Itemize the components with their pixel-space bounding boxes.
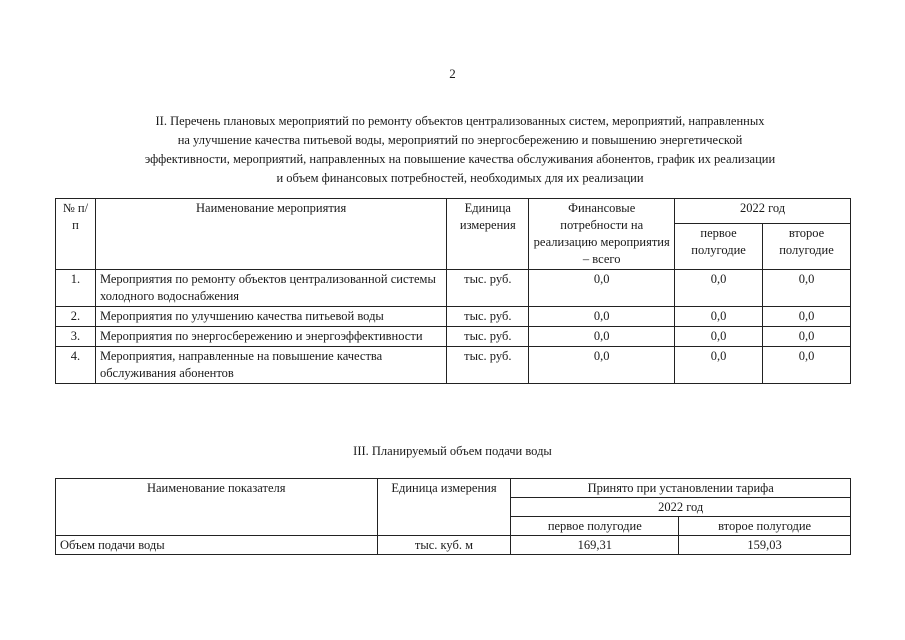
row-h2: 0,0 [763,347,851,384]
row-name: Объем подачи воды [56,536,378,555]
header-half-2: второе полугодие [763,223,851,269]
table-header-row [56,199,851,224]
row-num: 3. [56,327,96,347]
row-unit: тыс. руб. [447,347,529,384]
row-unit: тыс. куб. м [377,536,511,555]
row-num: 2. [56,307,96,327]
table-header-row [56,479,851,498]
header-num: № п/п [56,199,96,270]
row-total: 0,0 [529,270,675,307]
header-year: 2022 год [675,199,851,224]
table-row [56,347,851,384]
row-unit: тыс. руб. [447,307,529,327]
header-accepted: Принято при установлении тарифа [511,479,851,498]
row-name: Мероприятия, направленные на повышение качества обслуживания абонентов [95,347,446,384]
header-half-2: второе полугодие [679,517,851,536]
row-total: 0,0 [529,307,675,327]
row-total: 0,0 [529,347,675,384]
table-row [56,536,851,555]
row-h2: 0,0 [763,327,851,347]
row-num: 4. [56,347,96,384]
row-unit: тыс. руб. [447,270,529,307]
water-supply-table [55,478,851,555]
row-h1: 169,31 [511,536,679,555]
header-half-1: первое полугодие [675,223,763,269]
row-name: Мероприятия по ремонту объектов централизованной системы холодного водоснабжения [95,270,446,307]
row-h1: 0,0 [675,327,763,347]
row-h2: 159,03 [679,536,851,555]
row-name: Мероприятия по улучшению качества питьевой воды [95,307,446,327]
row-num: 1. [56,270,96,307]
row-name: Мероприятия по энергосбережению и энергоэффективности [95,327,446,347]
section-2-title [60,112,860,188]
measures-table [55,198,851,384]
section-2-title-line: на улучшение качества питьевой воды, мероприятий по энергосбережению и повышению энергетической [177,133,743,147]
header-finance: Финансовые потребности на реализацию мероприятия – всего [529,199,675,270]
header-unit: Единица измерения [447,199,529,270]
header-indicator: Наименование показателя [56,479,378,536]
header-half-1: первое полугодие [511,517,679,536]
table-row [56,327,851,347]
row-h2: 0,0 [763,307,851,327]
row-h1: 0,0 [675,347,763,384]
section-2-title-line: и объем финансовых потребностей, необходимых для их реализации [276,171,644,185]
header-name: Наименование мероприятия [95,199,446,270]
row-h1: 0,0 [675,307,763,327]
page-number: 2 [449,66,456,81]
section-2-title-line: эффективности, мероприятий, направленных на повышение качества обслуживания абонентов, график их реализации [144,152,776,166]
row-total: 0,0 [529,327,675,347]
table-row [56,307,851,327]
header-unit: Единица измерения [377,479,511,536]
row-h1: 0,0 [675,270,763,307]
section-2-title-line: II. Перечень плановых мероприятий по ремонту объектов централизованных систем, мероприятий, направленных [155,114,765,128]
section-3-title: III. Планируемый объем подачи воды [353,444,552,458]
header-year: 2022 год [511,498,851,517]
row-unit: тыс. руб. [447,327,529,347]
table-row [56,270,851,307]
row-h2: 0,0 [763,270,851,307]
